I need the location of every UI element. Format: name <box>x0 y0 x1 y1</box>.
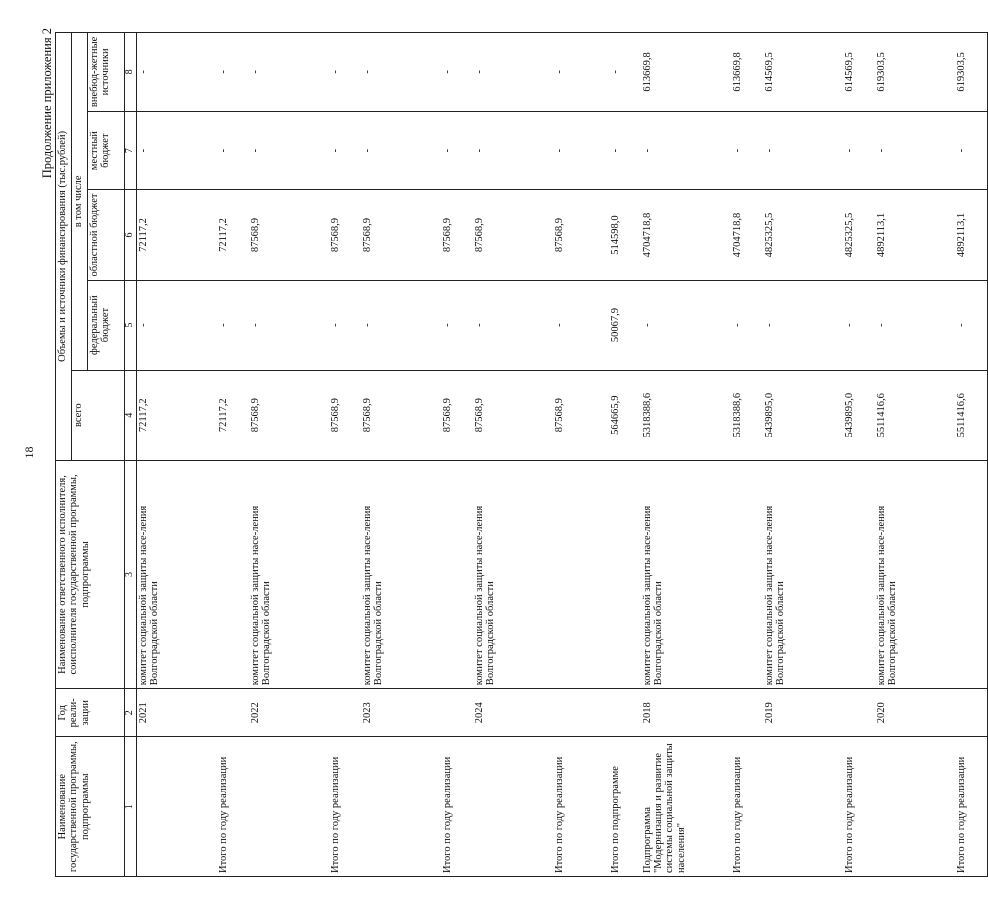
cell-executor-text: комитет социальной защиты насе-ления Волгоградской области <box>763 505 787 686</box>
cell-local-text: - <box>763 148 775 153</box>
cell-extrabudget <box>641 33 707 112</box>
cell-year <box>361 689 417 737</box>
table-row <box>529 33 585 877</box>
table-row <box>641 33 707 877</box>
cell-local-text: - <box>329 148 341 153</box>
cell-regional <box>819 190 875 280</box>
cell-regional <box>875 190 931 280</box>
cell-total-text: 72117,2 <box>217 398 229 433</box>
cell-regional <box>473 190 529 280</box>
cell-total <box>931 370 988 460</box>
cell-federal-text: - <box>763 323 775 327</box>
cell-federal-text: - <box>553 323 565 327</box>
cell-executor-text <box>418 464 442 685</box>
cell-federal-text: - <box>249 323 261 327</box>
cell-extrabudget-text: 614569,5 <box>843 52 855 92</box>
cell-total-text: 87568,9 <box>329 398 341 433</box>
cell-program-name <box>249 737 305 877</box>
cell-year <box>305 689 361 737</box>
cell-year <box>763 689 819 737</box>
cell-total <box>361 370 417 460</box>
table-row <box>417 33 473 877</box>
header-regional: областной бюджет <box>88 190 125 280</box>
cell-federal <box>707 280 763 370</box>
cell-total-text: 5318388,6 <box>641 392 653 438</box>
table-row <box>136 33 193 877</box>
table-row <box>473 33 529 877</box>
cell-federal <box>931 280 988 370</box>
cell-extrabudget-text: - <box>609 70 621 74</box>
cell-regional-text: 4892113,1 <box>955 212 967 258</box>
cell-regional-text: 87568,9 <box>553 217 565 253</box>
cell-executor-text <box>932 464 956 685</box>
cell-federal <box>361 280 417 370</box>
cell-extrabudget-text: - <box>441 70 453 74</box>
cell-extrabudget <box>585 33 641 112</box>
cell-regional <box>931 190 988 280</box>
cell-federal-text: - <box>329 323 341 327</box>
cell-extrabudget <box>417 33 473 112</box>
cell-program-name <box>819 737 875 877</box>
cell-regional-text: 4892113,1 <box>875 212 887 258</box>
cell-total-text: 5439895,0 <box>843 392 855 438</box>
cell-regional-text: 87568,9 <box>329 217 341 253</box>
cell-federal-text: 50067,9 <box>609 308 621 343</box>
cell-local-text: - <box>249 148 261 153</box>
cell-total <box>529 370 585 460</box>
cell-total <box>249 370 305 460</box>
cell-federal <box>417 280 473 370</box>
cell-program-name <box>361 737 417 877</box>
cell-executor <box>529 460 585 688</box>
cell-extrabudget-text: - <box>217 70 229 74</box>
cell-executor <box>641 460 707 688</box>
cell-program-name-text: Итого по году реализации <box>843 756 855 873</box>
cell-federal <box>819 280 875 370</box>
cell-local <box>473 111 529 190</box>
cell-year-text <box>194 692 218 733</box>
cell-federal <box>136 280 193 370</box>
cell-extrabudget <box>193 33 249 112</box>
cell-regional <box>641 190 707 280</box>
table-row <box>763 33 819 877</box>
header-colnum: 3 <box>125 460 137 688</box>
cell-local-text: - <box>641 148 653 153</box>
cell-total <box>193 370 249 460</box>
table-row <box>819 33 875 877</box>
header-including: в том числе <box>72 33 88 371</box>
cell-total-text: 87568,9 <box>249 398 261 433</box>
cell-regional-text: 4704718,8 <box>731 212 743 258</box>
cell-local <box>305 111 361 190</box>
cell-year-text: 2022 <box>249 702 261 724</box>
cell-regional-text: 87568,9 <box>441 217 453 253</box>
cell-local <box>875 111 931 190</box>
cell-extrabudget-text: - <box>137 70 149 74</box>
header-funding-group: Объемы и источники финансирования (тыс.рублей) <box>56 33 72 461</box>
cell-extrabudget <box>763 33 819 112</box>
cell-total-text: 87568,9 <box>361 398 373 433</box>
cell-extrabudget-text: - <box>473 70 485 74</box>
cell-local <box>819 111 875 190</box>
cell-year <box>417 689 473 737</box>
cell-federal <box>641 280 707 370</box>
header-extrabudget: внебюд-жетные источники <box>88 33 125 112</box>
cell-federal <box>473 280 529 370</box>
cell-executor <box>136 460 193 688</box>
cell-local <box>707 111 763 190</box>
cell-local <box>931 111 988 190</box>
cell-program-name <box>136 737 193 877</box>
cell-program-name-text: Итого по подпрограмме <box>609 766 621 873</box>
header-colnum: 2 <box>125 689 137 737</box>
cell-regional <box>361 190 417 280</box>
cell-extrabudget-text: 619303,5 <box>955 52 967 92</box>
cell-executor <box>193 460 249 688</box>
cell-federal <box>193 280 249 370</box>
cell-total <box>473 370 529 460</box>
cell-total <box>763 370 819 460</box>
cell-executor-text <box>708 464 732 685</box>
cell-extrabudget-text: 614569,5 <box>763 52 775 92</box>
cell-regional <box>193 190 249 280</box>
cell-total-text: 87568,9 <box>441 398 453 433</box>
cell-local <box>641 111 707 190</box>
cell-local-text: - <box>217 148 229 153</box>
cell-local-text: - <box>137 148 149 153</box>
cell-total <box>875 370 931 460</box>
cell-federal-text: - <box>441 323 453 327</box>
cell-year-text <box>820 692 844 733</box>
cell-executor-text: комитет социальной защиты насе-ления Волгоградской области <box>361 505 385 686</box>
cell-federal <box>875 280 931 370</box>
cell-federal-text: - <box>875 323 887 327</box>
cell-regional <box>585 190 641 280</box>
cell-total <box>305 370 361 460</box>
table-row <box>707 33 763 877</box>
cell-total <box>136 370 193 460</box>
cell-federal <box>529 280 585 370</box>
cell-executor-text <box>820 464 844 685</box>
cell-executor-text: комитет социальной защиты насе-ления Волгоградской области <box>137 505 161 686</box>
header-total: всего <box>72 370 125 460</box>
cell-regional-text: 72117,2 <box>137 218 149 252</box>
cell-regional <box>417 190 473 280</box>
cell-program-name <box>707 737 763 877</box>
cell-regional-text: 87568,9 <box>361 217 373 253</box>
cell-year <box>136 689 193 737</box>
cell-year <box>641 689 707 737</box>
cell-local-text: - <box>553 148 565 153</box>
cell-extrabudget-text: 613669,8 <box>641 52 653 92</box>
cell-year-text <box>418 692 442 733</box>
cell-federal-text: - <box>641 323 653 327</box>
cell-executor-text: комитет социальной защиты насе-ления Волгоградской области <box>473 505 497 686</box>
cell-regional-text: 4825325,5 <box>843 212 855 258</box>
cell-executor-text: комитет социальной защиты насе-ления Волгоградской области <box>641 505 665 686</box>
cell-regional-text: 4704718,8 <box>641 212 653 258</box>
cell-program-name-text: Итого по году реализации <box>441 756 453 873</box>
cell-local-text: - <box>875 148 887 153</box>
cell-program-name <box>473 737 529 877</box>
cell-program-name-text: Итого по году реализации <box>553 756 565 873</box>
cell-extrabudget <box>249 33 305 112</box>
cell-executor-text <box>194 464 218 685</box>
cell-local <box>361 111 417 190</box>
cell-program-name <box>875 737 931 877</box>
table-row <box>193 33 249 877</box>
cell-federal <box>763 280 819 370</box>
cell-year-text <box>586 692 610 733</box>
table-row <box>305 33 361 877</box>
header-colnum: 1 <box>125 737 137 877</box>
cell-total <box>641 370 707 460</box>
cell-total-text: 5318388,6 <box>731 392 743 438</box>
cell-executor <box>819 460 875 688</box>
cell-year-text <box>708 692 732 733</box>
cell-year-text: 2024 <box>473 702 485 724</box>
cell-total-text: 87568,9 <box>473 398 485 433</box>
cell-total <box>707 370 763 460</box>
cell-extrabudget <box>875 33 931 112</box>
cell-local <box>529 111 585 190</box>
cell-year <box>875 689 931 737</box>
cell-extrabudget <box>473 33 529 112</box>
table-row <box>361 33 417 877</box>
cell-regional-text: 72117,2 <box>217 218 229 252</box>
cell-extrabudget <box>707 33 763 112</box>
cell-program-name <box>529 737 585 877</box>
header-colnum: 4 <box>125 370 137 460</box>
cell-executor-text <box>306 464 330 685</box>
cell-extrabudget <box>136 33 193 112</box>
header-executor: Наименование ответственного исполнителя, соисполнителя государственной программы, подпрограммы <box>56 460 125 688</box>
cell-total-text: 5439895,0 <box>763 392 775 438</box>
cell-federal-text: - <box>137 323 149 327</box>
cell-extrabudget-text: - <box>361 70 373 74</box>
cell-executor <box>931 460 988 688</box>
header-federal: федеральный бюджет <box>88 280 125 370</box>
cell-regional <box>249 190 305 280</box>
cell-extrabudget <box>361 33 417 112</box>
continuation-note: Продолжение приложения 2 <box>40 28 54 179</box>
cell-executor-text: комитет социальной защиты насе-ления Волгоградской области <box>249 505 273 686</box>
cell-extrabudget-text: 619303,5 <box>875 52 887 92</box>
cell-year-text <box>530 692 554 733</box>
cell-year <box>249 689 305 737</box>
cell-program-name <box>417 737 473 877</box>
cell-regional-text: 87568,9 <box>249 217 261 253</box>
cell-total-text: 564665,9 <box>609 395 621 435</box>
cell-program-name <box>931 737 988 877</box>
cell-federal <box>585 280 641 370</box>
cell-year <box>707 689 763 737</box>
cell-local-text: - <box>473 148 485 153</box>
cell-executor <box>417 460 473 688</box>
header-year: Год реали-зации <box>56 689 125 737</box>
cell-program-name <box>763 737 819 877</box>
cell-extrabudget-text: - <box>249 70 261 74</box>
cell-total <box>819 370 875 460</box>
cell-executor <box>763 460 819 688</box>
page-number: 18 <box>22 446 36 459</box>
cell-year <box>585 689 641 737</box>
cell-extrabudget-text: 613669,8 <box>731 52 743 92</box>
cell-year-text: 2021 <box>137 702 149 724</box>
cell-local <box>763 111 819 190</box>
cell-year-text: 2019 <box>763 702 775 724</box>
cell-federal-text: - <box>955 323 967 327</box>
cell-program-name <box>641 737 707 877</box>
cell-total-text: 5511416,6 <box>955 393 967 438</box>
cell-total <box>585 370 641 460</box>
cell-executor <box>305 460 361 688</box>
cell-extrabudget <box>819 33 875 112</box>
table-row <box>249 33 305 877</box>
cell-executor <box>249 460 305 688</box>
header-program-name: Наименование государственной программы, подпрограммы <box>56 737 125 877</box>
table-row <box>931 33 988 877</box>
table-body <box>136 33 987 877</box>
cell-executor <box>585 460 641 688</box>
cell-total-text: 72117,2 <box>137 398 149 433</box>
cell-extrabudget <box>529 33 585 112</box>
cell-program-name-text: Итого по году реализации <box>731 756 743 873</box>
cell-executor <box>707 460 763 688</box>
cell-total-text: 87568,9 <box>553 398 565 433</box>
cell-regional <box>305 190 361 280</box>
cell-federal-text: - <box>731 323 743 327</box>
cell-federal <box>305 280 361 370</box>
cell-executor <box>361 460 417 688</box>
cell-local <box>193 111 249 190</box>
cell-regional <box>707 190 763 280</box>
table-header <box>56 33 137 877</box>
cell-regional-text: 4825325,5 <box>763 212 775 258</box>
cell-extrabudget-text: - <box>329 70 341 74</box>
cell-total <box>417 370 473 460</box>
header-colnum: 7 <box>125 111 137 190</box>
header-local: местный бюджет <box>88 111 125 190</box>
cell-program-name-text: Итого по году реализации <box>955 756 967 873</box>
cell-year <box>931 689 988 737</box>
header-colnum: 5 <box>125 280 137 370</box>
cell-year <box>529 689 585 737</box>
cell-regional <box>136 190 193 280</box>
cell-local-text: - <box>843 148 855 153</box>
cell-local <box>417 111 473 190</box>
header-colnum: 8 <box>125 33 137 112</box>
cell-program-name-text: Итого по году реализации <box>217 756 229 873</box>
cell-executor <box>473 460 529 688</box>
cell-program-name <box>305 737 361 877</box>
cell-local <box>249 111 305 190</box>
cell-regional-text: 87568,9 <box>473 217 485 253</box>
cell-extrabudget <box>305 33 361 112</box>
cell-local-text: - <box>361 148 373 153</box>
cell-program-name-text: Итого по году реализации <box>329 756 341 873</box>
cell-program-name <box>585 737 641 877</box>
cell-year-text <box>932 692 956 733</box>
cell-year-text <box>306 692 330 733</box>
cell-local-text: - <box>731 148 743 153</box>
cell-federal <box>249 280 305 370</box>
cell-local <box>136 111 193 190</box>
cell-year <box>473 689 529 737</box>
financing-table <box>55 32 988 877</box>
cell-regional-text: 514598,0 <box>609 215 621 255</box>
cell-federal-text: - <box>843 323 855 327</box>
cell-program-name-text: Подпрограмма "Модернизация и развитие системы социальной защиты населения" <box>641 743 687 873</box>
cell-local <box>585 111 641 190</box>
cell-federal-text: - <box>473 323 485 327</box>
cell-executor-text <box>530 464 554 685</box>
cell-executor <box>875 460 931 688</box>
cell-local-text: - <box>955 148 967 153</box>
cell-federal-text: - <box>361 323 373 327</box>
cell-executor-text <box>586 464 610 685</box>
header-colnum: 6 <box>125 190 137 280</box>
cell-year-text: 2023 <box>361 702 373 724</box>
cell-executor-text: комитет социальной защиты насе-ления Волгоградской области <box>875 505 899 686</box>
cell-year-text: 2018 <box>641 702 653 724</box>
cell-total-text: 5511416,6 <box>875 393 887 438</box>
cell-year <box>819 689 875 737</box>
cell-year <box>193 689 249 737</box>
cell-program-name <box>193 737 249 877</box>
table-row <box>875 33 931 877</box>
cell-local-text: - <box>609 148 621 153</box>
cell-local-text: - <box>441 148 453 153</box>
cell-extrabudget-text: - <box>553 70 565 74</box>
cell-federal-text: - <box>217 323 229 327</box>
table-row <box>585 33 641 877</box>
cell-regional <box>763 190 819 280</box>
cell-year-text: 2020 <box>875 702 887 724</box>
cell-extrabudget <box>931 33 988 112</box>
cell-regional <box>529 190 585 280</box>
